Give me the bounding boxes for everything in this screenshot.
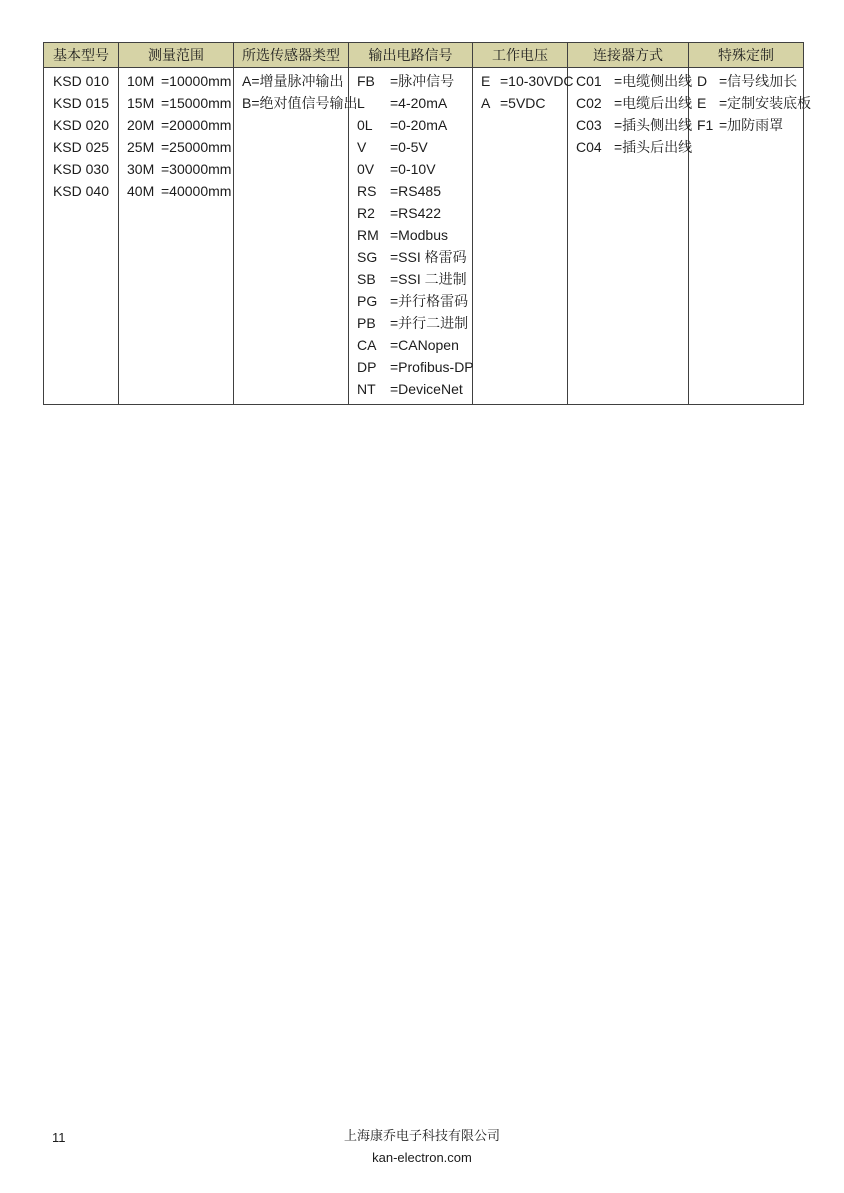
column-header: 特殊定制 (689, 43, 803, 68)
table-cell: KSD 030 (52, 161, 110, 177)
cell-code: 0L (357, 117, 373, 133)
cell-code: E (697, 95, 707, 111)
website: kan-electron.com (372, 1150, 472, 1165)
cell-code: RS (357, 183, 377, 199)
table-cell (119, 114, 233, 136)
cell-value: =10000mm (161, 73, 232, 89)
column-header: 所选传感器类型 (234, 43, 348, 68)
footer-center (0, 1122, 844, 1169)
cell-value: =10-30VDC (500, 73, 574, 89)
cell-value: =电缆侧出线 (614, 73, 693, 89)
cell-code: 25M (127, 139, 155, 155)
cell-code: E (481, 73, 491, 89)
cell-value: =CANopen (390, 337, 459, 353)
table-cell (349, 92, 472, 114)
table-cell (349, 136, 472, 158)
column-body (473, 68, 574, 400)
cell-value: =20000mm (161, 117, 232, 133)
table-cell (349, 268, 472, 290)
cell-code: CA (357, 337, 377, 353)
cell-value: =5VDC (500, 95, 546, 111)
table-cell (349, 290, 472, 312)
column-header: 测量范围 (119, 43, 233, 68)
table-cell (119, 158, 233, 180)
cell-code: 40M (127, 183, 155, 199)
table-cell (568, 114, 693, 136)
cell-value: =15000mm (161, 95, 232, 111)
table-cell: KSD 040 (52, 183, 110, 199)
cell-code: A (481, 95, 491, 111)
cell-value: =定制安装底板 (719, 95, 812, 111)
table-cell (349, 202, 472, 224)
table-cell (349, 378, 472, 400)
cell-code: C01 (576, 73, 602, 89)
cell-value: =0-5V (390, 139, 428, 155)
table-cell (119, 92, 233, 114)
cell-value: =插头后出线 (614, 139, 693, 155)
table-cell (473, 92, 567, 114)
column-header: 输出电路信号 (349, 43, 472, 68)
cell-value: =并行格雷码 (390, 293, 469, 309)
table-cell (568, 136, 693, 158)
table-column (234, 43, 358, 404)
cell-code: SG (357, 249, 378, 265)
table-column (689, 43, 812, 404)
cell-code: PB (357, 315, 376, 331)
page-footer (0, 1122, 844, 1182)
page-number: 11 (52, 1130, 66, 1145)
cell-code: L (357, 95, 365, 111)
cell-code: F1 (697, 117, 714, 133)
cell-value: =0-20mA (390, 117, 448, 133)
table-cell (689, 114, 803, 136)
cell-value: =DeviceNet (390, 381, 463, 397)
table-cell (349, 312, 472, 334)
column-body (568, 68, 693, 400)
cell-code: R2 (357, 205, 375, 221)
table-cell (349, 114, 472, 136)
table-cell (349, 224, 472, 246)
table-column (44, 43, 119, 404)
column-header: 基本型号 (44, 43, 118, 68)
table-cell (568, 92, 693, 114)
table-cell (119, 180, 233, 202)
table-cell (689, 70, 803, 92)
cell-code: C03 (576, 117, 602, 133)
table-cell: A=增量脉冲输出 (242, 73, 344, 89)
cell-value: =脉冲信号 (390, 73, 455, 89)
cell-value: =RS422 (390, 205, 441, 221)
cell-code: C04 (576, 139, 602, 155)
cell-code: 30M (127, 161, 155, 177)
table-cell (473, 70, 574, 92)
cell-value: =30000mm (161, 161, 232, 177)
cell-value: =25000mm (161, 139, 232, 155)
table-cell: KSD 015 (52, 95, 110, 111)
table-cell (689, 92, 812, 114)
column-header: 连接器方式 (568, 43, 688, 68)
table-column (473, 43, 574, 404)
cell-value: =0-10V (390, 161, 436, 177)
cell-code: 20M (127, 117, 155, 133)
cell-value: =40000mm (161, 183, 232, 199)
cell-value: =SSI 格雷码 (390, 249, 467, 265)
cell-code: 0V (357, 161, 375, 177)
cell-code: FB (357, 73, 375, 89)
cell-value: =并行二进制 (390, 315, 469, 331)
cell-code: RM (357, 227, 379, 243)
table-cell: KSD 010 (52, 73, 110, 89)
table-cell: B=绝对值信号输出 (242, 95, 358, 111)
column-body (689, 68, 812, 400)
column-header: 工作电压 (473, 43, 567, 68)
table-cell (119, 136, 233, 158)
ordering-table (43, 42, 812, 405)
table-cell (349, 334, 472, 356)
cell-value: =电缆后出线 (614, 95, 693, 111)
cell-code: D (697, 73, 708, 89)
cell-code: 15M (127, 95, 155, 111)
table-cell: KSD 025 (52, 139, 110, 155)
cell-code: C02 (576, 95, 602, 111)
table-cell (349, 246, 472, 268)
cell-value: =Profibus-DP (390, 359, 474, 375)
cell-value: =SSI 二进制 (390, 271, 467, 287)
table-column (349, 43, 473, 404)
cell-value: =Modbus (390, 227, 448, 243)
table-cell: KSD 020 (52, 117, 110, 133)
cell-code: SB (357, 271, 376, 287)
table-column (119, 43, 234, 404)
cell-code: PG (357, 293, 378, 309)
company-name: 上海康乔电子科技有限公司 (343, 1128, 500, 1143)
table-cell (568, 70, 693, 92)
cell-value: =插头侧出线 (614, 117, 693, 133)
cell-code: 10M (127, 73, 155, 89)
column-body (349, 68, 472, 404)
cell-code: V (357, 139, 367, 155)
cell-code: DP (357, 359, 377, 375)
table-cell (119, 70, 233, 92)
cell-code: NT (357, 381, 376, 397)
cell-value: =信号线加长 (719, 73, 798, 89)
table-cell (349, 158, 472, 180)
column-body (234, 68, 358, 400)
table-column (568, 43, 693, 404)
cell-value: =加防雨罩 (719, 117, 784, 133)
table-cell (349, 70, 472, 92)
table-cell (349, 356, 472, 378)
cell-value: =4-20mA (390, 95, 448, 111)
column-body (44, 68, 118, 400)
cell-value: =RS485 (390, 183, 441, 199)
table-cell (349, 180, 472, 202)
column-body (119, 68, 233, 400)
